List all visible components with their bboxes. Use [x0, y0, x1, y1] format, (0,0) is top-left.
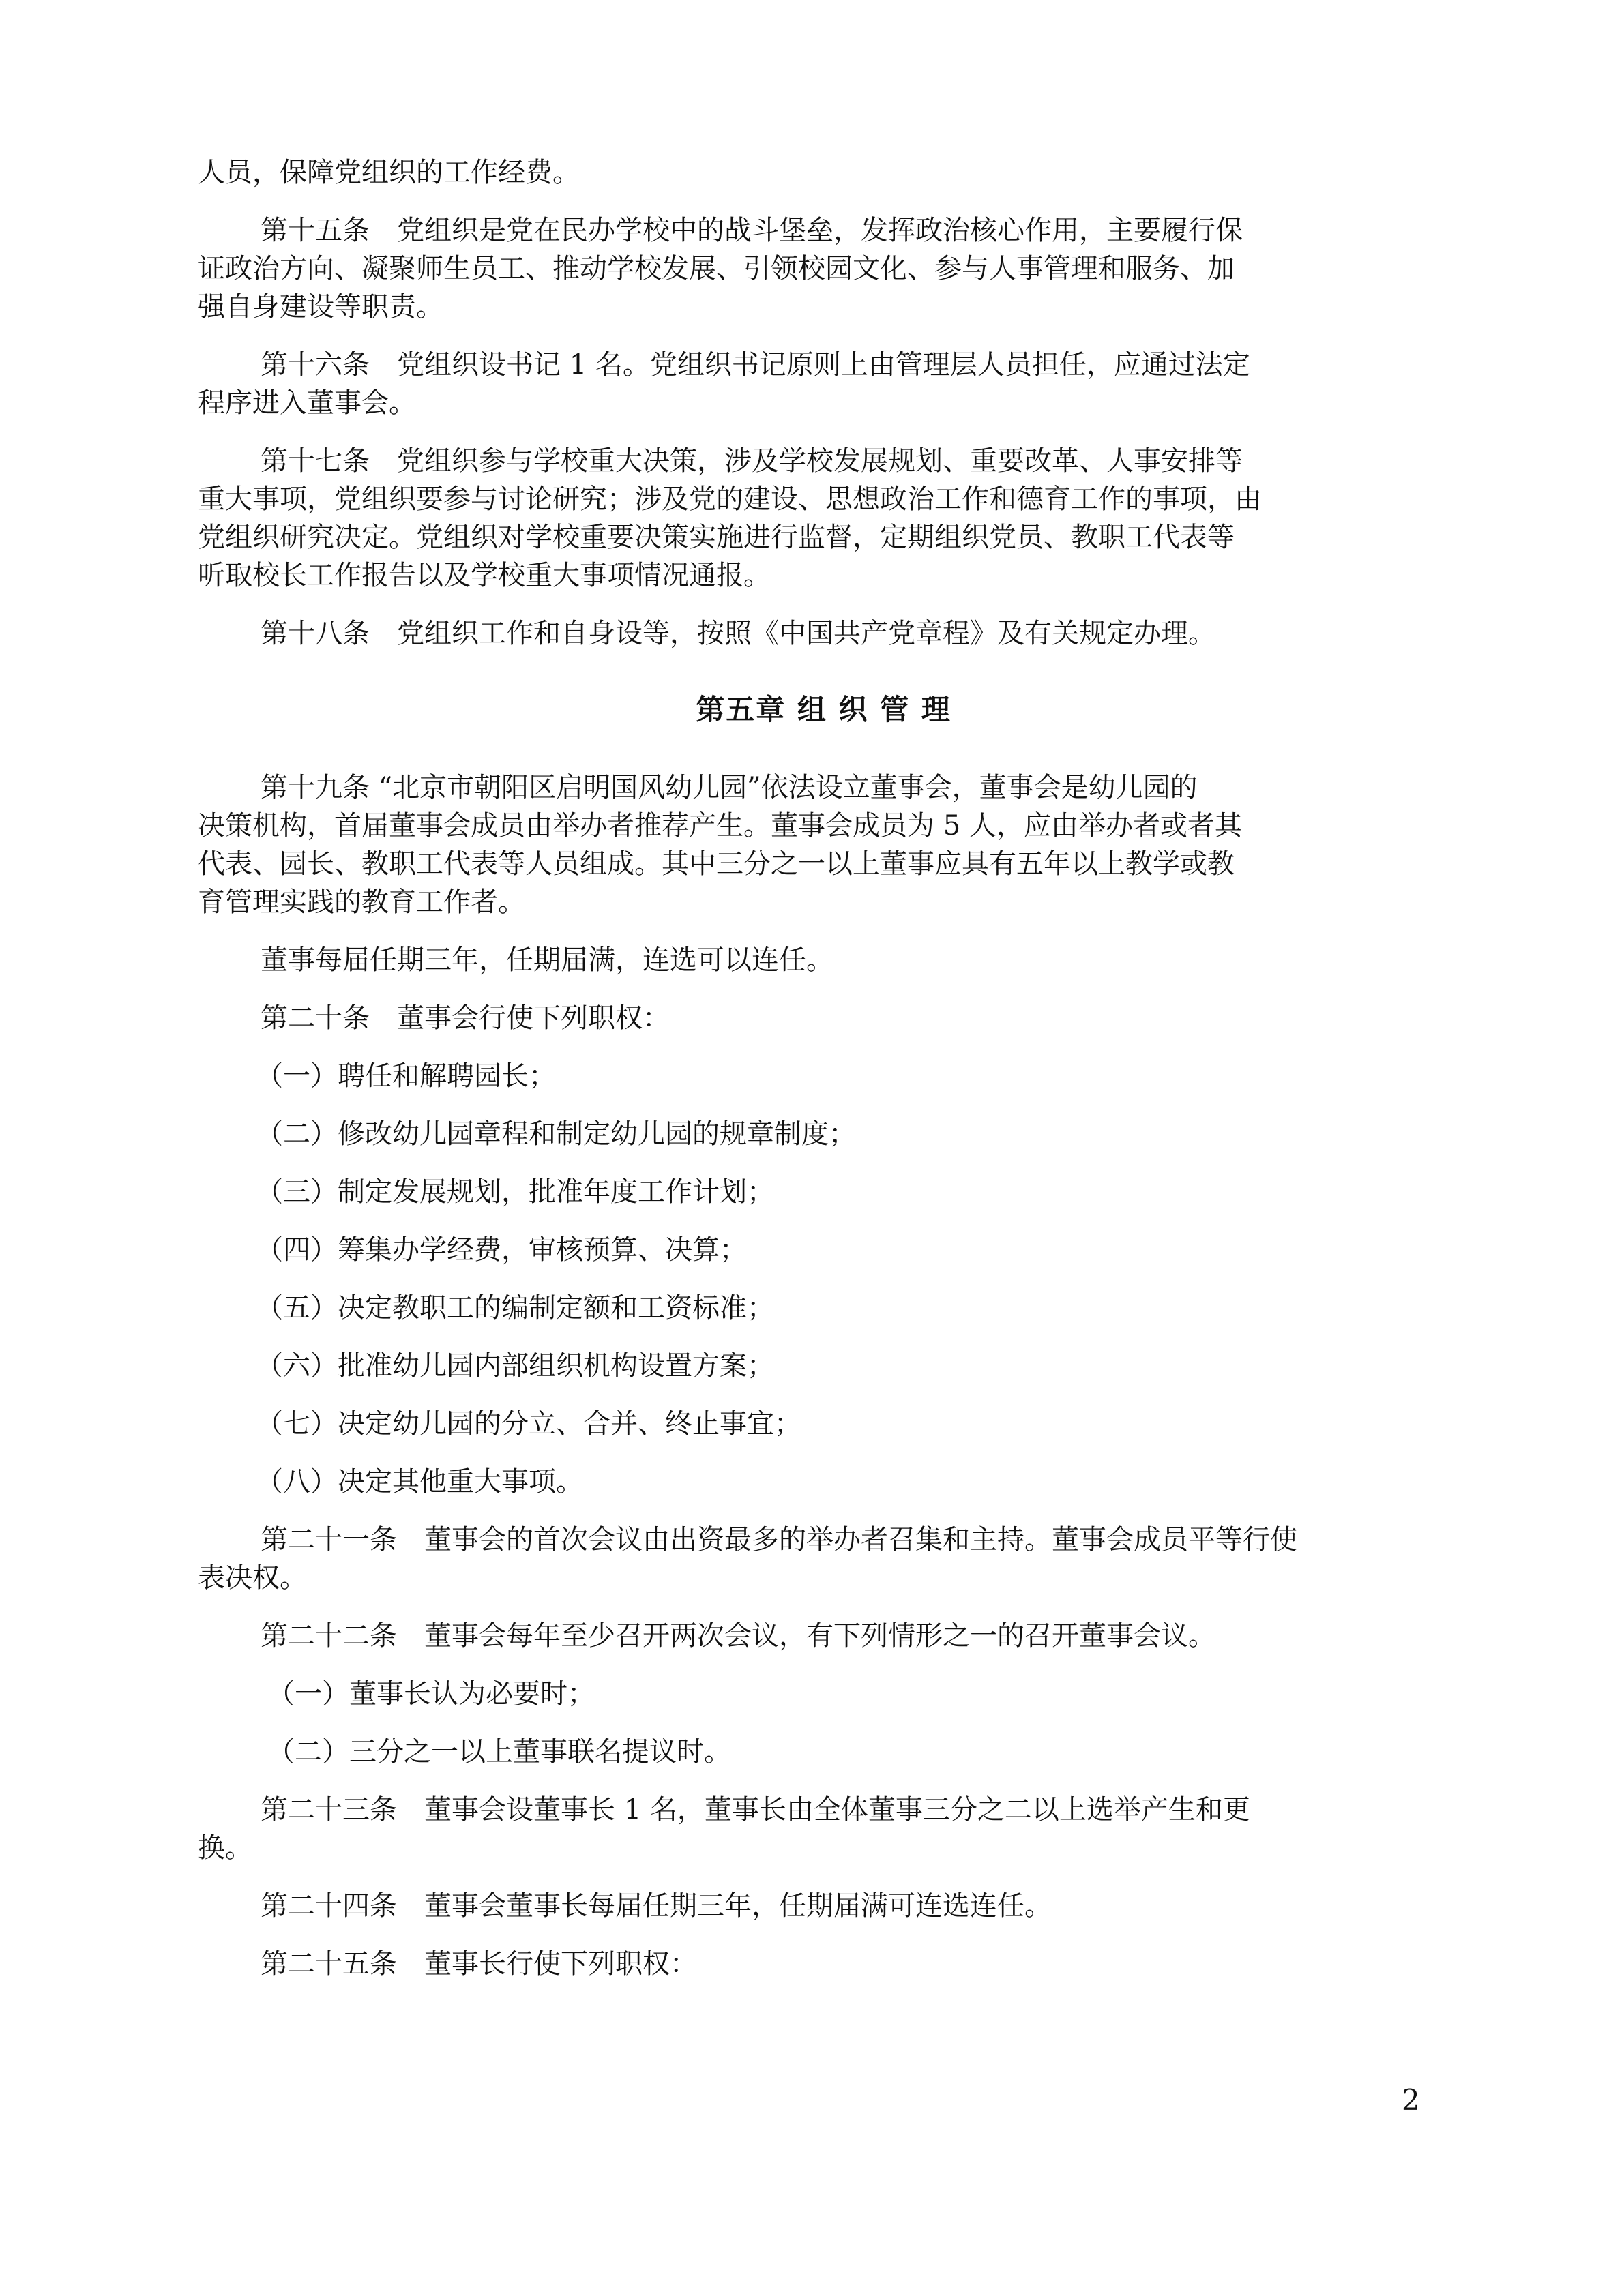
article-21-line: 表决权。	[198, 1562, 307, 1594]
article-20-item: （二）修改幼儿园章程和制定幼儿园的规章制度；	[256, 1118, 856, 1150]
article-23-line: 第二十三条 董事会设董事长 1 名，董事长由全体董事三分之二以上选举产生和更	[261, 1794, 1250, 1825]
article-19-line: 第十九条 “北京市朝阳区启明国风幼儿园”依法设立董事会，董事会是幼儿园的	[261, 772, 1198, 803]
article-15-line: 证政治方向、凝聚师生员工、推动学校发展、引领校园文化、参与人事管理和服务、加	[198, 253, 1235, 284]
article-24: 第二十四条 董事会董事长每届任期三年，任期届满可连选连任。	[261, 1890, 1052, 1922]
article-19-line: 决策机构，首届董事会成员由举办者推荐产生。董事会成员为 5 人，应由举办者或者其	[198, 810, 1242, 841]
article-16-line: 第十六条 党组织设书记 1 名。党组织书记原则上由管理层人员担任，应通过法定	[261, 349, 1250, 381]
article-17-line: 党组织研究决定。党组织对学校重要决策实施进行监督，定期组织党员、教职工代表等	[198, 522, 1235, 553]
article-20-item: （一）聘任和解聘园长；	[256, 1060, 556, 1092]
article-18: 第十八条 党组织工作和自身设等，按照《中国共产党章程》及有关规定办理。	[261, 618, 1215, 649]
article-20-item: （四）筹集办学经费，审核预算、决算；	[256, 1234, 747, 1266]
chapter-title: 第五章 组 织 管 理	[696, 693, 951, 726]
article-21-line: 第二十一条 董事会的首次会议由出资最多的举办者召集和主持。董事会成员平等行使	[261, 1524, 1297, 1555]
article-23-line: 换。	[198, 1832, 252, 1864]
article-22: 第二十二条 董事会每年至少召开两次会议，有下列情形之一的召开董事会议。	[261, 1620, 1215, 1652]
article-16-line: 程序进入董事会。	[198, 387, 416, 419]
article-20-item: （七）决定幼儿园的分立、合并、终止事宜；	[256, 1408, 801, 1440]
article-15	[198, 211, 1449, 326]
article-21	[198, 1521, 1449, 1597]
article-15-line: 第十五条 党组织是党在民办学校中的战斗堡垒，发挥政治核心作用，主要履行保	[261, 215, 1243, 246]
director-term: 董事每届任期三年，任期届满，连选可以连任。	[261, 944, 833, 976]
article-17-line: 重大事项，党组织要参与讨论研究；涉及党的建设、思想政治工作和德育工作的事项，由	[198, 483, 1262, 515]
article-17	[198, 442, 1449, 595]
article-22-item: （一）董事长认为必要时；	[267, 1678, 595, 1710]
article-19-line: 代表、园长、教职工代表等人员组成。其中三分之一以上董事应具有五年以上教学或教	[198, 848, 1235, 880]
article-19	[198, 769, 1449, 921]
article-25: 第二十五条 董事长行使下列职权：	[261, 1948, 697, 1980]
article-15-line: 强自身建设等职责。	[198, 291, 443, 323]
article-20: 第二十条 董事会行使下列职权：	[261, 1002, 670, 1034]
article-20-item: （八）决定其他重大事项。	[256, 1466, 583, 1497]
article-16	[198, 346, 1449, 422]
paragraph-continuation: 人员，保障党组织的工作经费。	[198, 157, 580, 188]
article-20-item: （六）批准幼儿园内部组织机构设置方案；	[256, 1350, 774, 1382]
article-19-line: 育管理实践的教育工作者。	[198, 886, 525, 918]
page-number: 2	[1402, 2083, 1420, 2117]
article-17-line: 听取校长工作报告以及学校重大事项情况通报。	[198, 560, 771, 591]
article-20-item: （三）制定发展规划，批准年度工作计划；	[256, 1176, 774, 1208]
document-body	[198, 153, 1449, 1983]
article-17-line: 第十七条 党组织参与学校重大决策，涉及学校发展规划、重要改革、人事安排等	[261, 445, 1243, 477]
article-23	[198, 1791, 1449, 1867]
article-20-item: （五）决定教职工的编制定额和工资标准；	[256, 1292, 774, 1324]
article-22-item: （二）三分之一以上董事联名提议时。	[267, 1736, 731, 1768]
